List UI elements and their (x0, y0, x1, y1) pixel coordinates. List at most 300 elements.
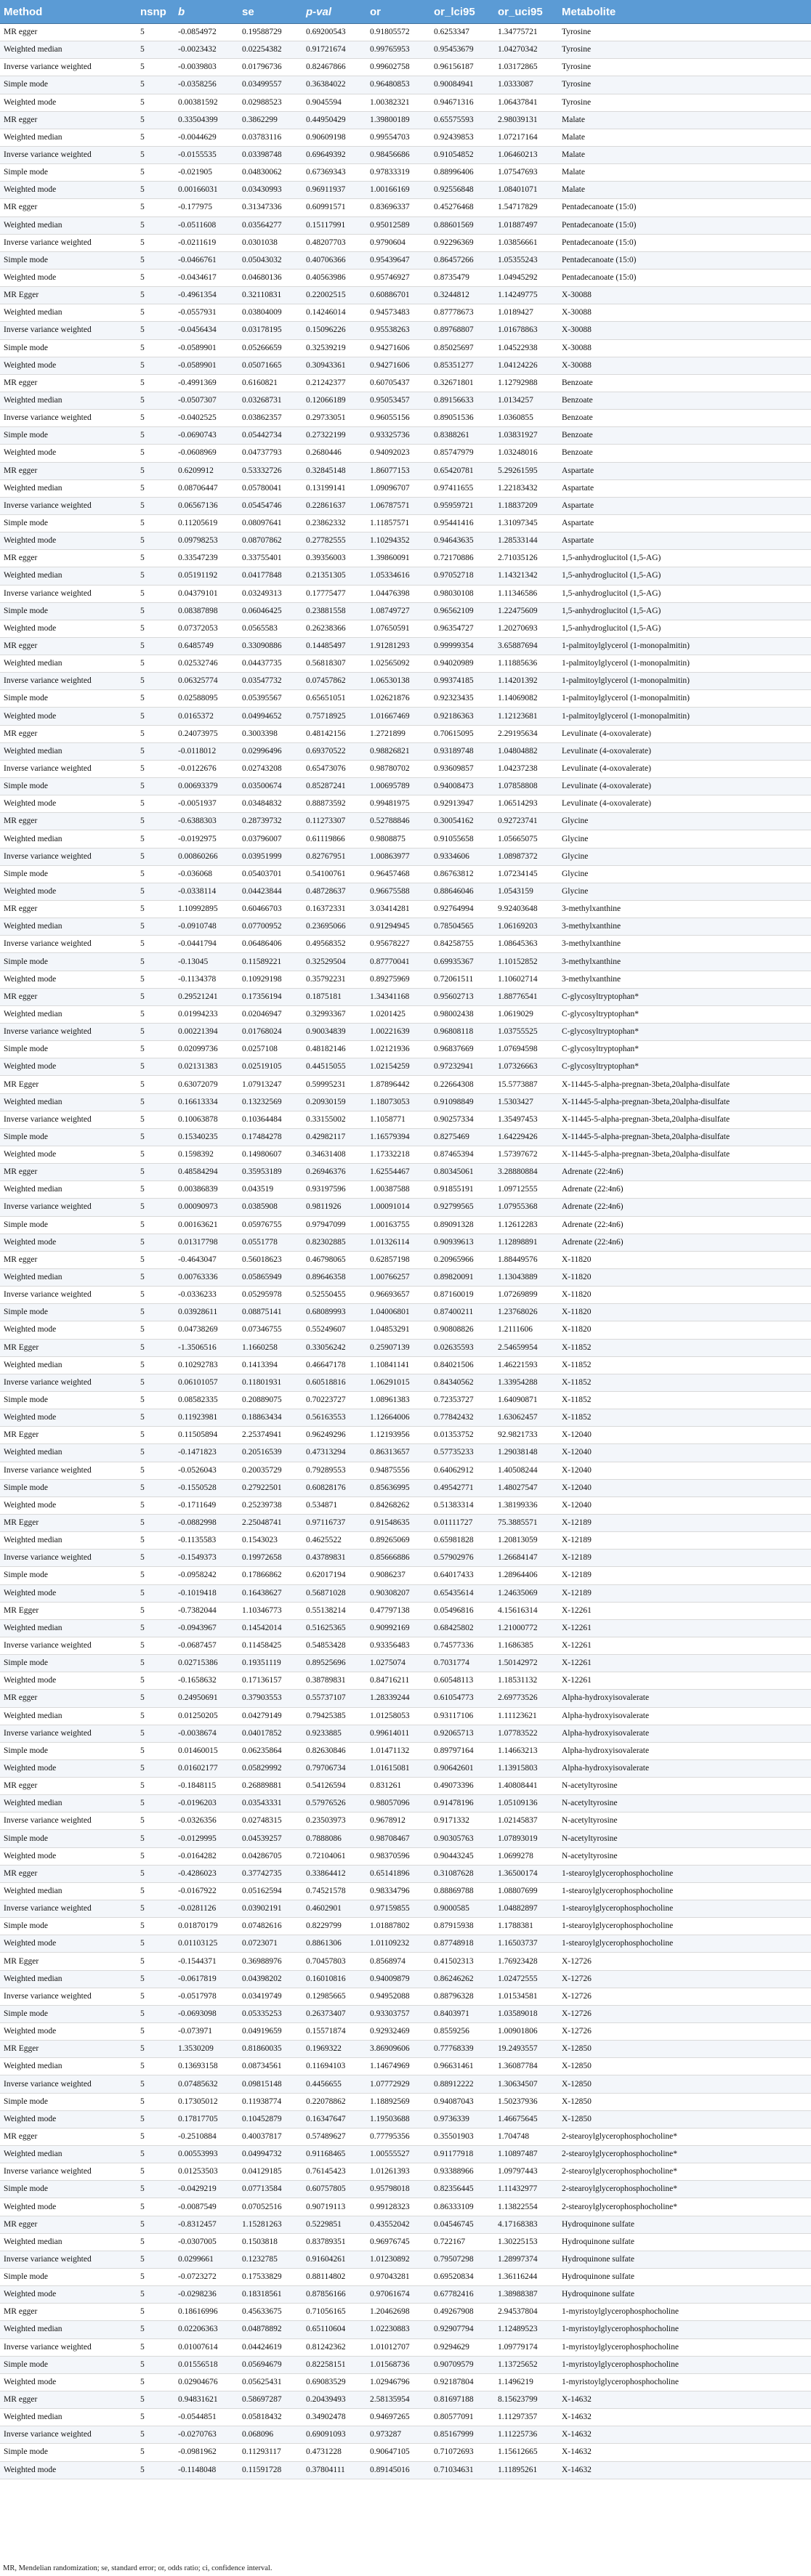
cell-or: 0.62857198 (366, 1251, 430, 1268)
cell-pval: 0.83789351 (302, 2233, 366, 2251)
cell-or-uci95: 1.07858808 (494, 778, 558, 795)
cell-pval: 0.91604261 (302, 2251, 366, 2268)
cell-or: 2.58135954 (366, 2391, 430, 2408)
cell-pval: 0.52550455 (302, 1287, 366, 1304)
cell-nsnp: 5 (137, 1111, 174, 1128)
cell-nsnp: 5 (137, 129, 174, 146)
cell-nsnp: 5 (137, 182, 174, 199)
cell-se: 1.07913247 (238, 1076, 302, 1093)
cell-b: 0.00166031 (174, 182, 238, 199)
cell-pval: 0.79706734 (302, 1759, 366, 1777)
cell-b: -0.0402525 (174, 410, 238, 427)
table-row (0, 1321, 811, 1339)
cell-pval: 0.71056165 (302, 2304, 366, 2321)
cell-or-uci95: 1.13725652 (494, 2356, 558, 2373)
cell-nsnp: 5 (137, 2233, 174, 2251)
cell-metabolite: 1,5-anhydroglucitol (1,5-AG) (558, 550, 811, 567)
table-row (0, 1619, 811, 1637)
cell-or-lci95: 0.35501903 (430, 2128, 494, 2145)
table-row (0, 322, 811, 339)
cell-metabolite: Benzoate (558, 392, 811, 409)
cell-pval: 0.16372331 (302, 901, 366, 918)
table-row (0, 2005, 811, 2022)
cell-metabolite: Pentadecanoate (15:0) (558, 199, 811, 216)
cell-metabolite: 1-myristoylglycerophosphocholine (558, 2356, 811, 2373)
table-row (0, 1374, 811, 1391)
cell-pval: 0.23881558 (302, 602, 366, 620)
cell-se: 0.07052516 (238, 2198, 302, 2216)
cell-se: 0.04830062 (238, 164, 302, 182)
cell-metabolite: 1-stearoylglycerophosphocholine (558, 1918, 811, 1935)
cell-nsnp: 5 (137, 1041, 174, 1058)
table-row (0, 1584, 811, 1602)
cell-method: Simple mode (0, 2356, 137, 2373)
cell-metabolite: X-12726 (558, 1953, 811, 1970)
cell-or-uci95: 1.12123681 (494, 708, 558, 725)
cell-pval: 0.15096226 (302, 322, 366, 339)
cell-or-lci95: 0.91054852 (430, 146, 494, 163)
cell-method: Inverse variance weighted (0, 2075, 137, 2093)
cell-metabolite: Alpha-hydroxyisovalerate (558, 1690, 811, 1707)
cell-or-lci95: 0.84340562 (430, 1374, 494, 1391)
table-row (0, 1759, 811, 1777)
cell-se: 0.03862357 (238, 410, 302, 427)
cell-or: 1.01109232 (366, 1935, 430, 1953)
cell-or: 1.02565092 (366, 655, 430, 673)
cell-or: 0.98456686 (366, 146, 430, 163)
cell-or-uci95: 1.11895261 (494, 2461, 558, 2479)
cell-or: 0.9790604 (366, 234, 430, 251)
cell-b: 0.00221394 (174, 1024, 238, 1041)
cell-nsnp: 5 (137, 1935, 174, 1953)
cell-pval: 0.61119866 (302, 830, 366, 848)
cell-or: 0.98370596 (366, 1847, 430, 1865)
cell-metabolite: C-glycosyltryptophan* (558, 1041, 811, 1058)
cell-pval: 0.40706366 (302, 251, 366, 269)
cell-nsnp: 5 (137, 164, 174, 182)
cell-or-lci95: 0.96631461 (430, 2058, 494, 2075)
cell-method: MR egger (0, 725, 137, 742)
cell-pval: 0.8229799 (302, 1918, 366, 1935)
cell-b: -0.7382044 (174, 1602, 238, 1619)
cell-pval: 0.91168465 (302, 2146, 366, 2163)
cell-nsnp: 5 (137, 1076, 174, 1093)
cell-se: 0.17136157 (238, 1672, 302, 1690)
cell-or-lci95: 0.89797164 (430, 1742, 494, 1759)
cell-se: 0.28739732 (238, 813, 302, 830)
table-row (0, 2128, 811, 2145)
cell-b: -0.1471823 (174, 1444, 238, 1462)
cell-pval: 0.20439493 (302, 2391, 366, 2408)
cell-method: Weighted mode (0, 1234, 137, 1251)
cell-nsnp: 5 (137, 2216, 174, 2233)
cell-or-uci95: 1.57397672 (494, 1146, 558, 1164)
cell-method: Weighted mode (0, 269, 137, 286)
cell-metabolite: X-12261 (558, 1637, 811, 1654)
cell-metabolite: X-11820 (558, 1251, 811, 1268)
cell-method: Weighted mode (0, 1935, 137, 1953)
table-row (0, 988, 811, 1005)
cell-pval: 0.48142156 (302, 725, 366, 742)
cell-se: 0.01768024 (238, 1024, 302, 1041)
cell-se: 0.03268731 (238, 392, 302, 409)
cell-b: 0.0165372 (174, 708, 238, 725)
cell-or-uci95: 1.30225153 (494, 2233, 558, 2251)
cell-metabolite: 1,5-anhydroglucitol (1,5-AG) (558, 567, 811, 585)
cell-or-lci95: 0.94643635 (430, 532, 494, 550)
cell-or-lci95: 0.85747979 (430, 445, 494, 462)
cell-se: 0.3003398 (238, 725, 302, 742)
cell-nsnp: 5 (137, 1865, 174, 1882)
cell-or-lci95: 0.72353727 (430, 1391, 494, 1409)
cell-or-uci95: 1.50142972 (494, 1655, 558, 1672)
cell-b: 0.16613334 (174, 1093, 238, 1111)
cell-pval: 0.97947099 (302, 1216, 366, 1234)
cell-metabolite: X-11820 (558, 1287, 811, 1304)
cell-or: 0.84716211 (366, 1672, 430, 1690)
cell-nsnp: 5 (137, 1707, 174, 1725)
cell-metabolite: Benzoate (558, 427, 811, 445)
cell-or: 1.06291015 (366, 1374, 430, 1391)
cell-or: 1.02121936 (366, 1041, 430, 1058)
header-or-uci95: or_uci95 (494, 0, 558, 24)
cell-or-lci95: 0.49542771 (430, 1479, 494, 1496)
cell-or: 1.09096707 (366, 479, 430, 497)
cell-or-lci95: 0.95959721 (430, 497, 494, 514)
table-row (0, 462, 811, 479)
cell-or-uci95: 1.18837209 (494, 497, 558, 514)
cell-metabolite: N-acetyltyrosine (558, 1812, 811, 1830)
cell-metabolite: Malate (558, 129, 811, 146)
cell-b: 0.00763336 (174, 1268, 238, 1286)
cell-metabolite: Adrenate (22:4n6) (558, 1164, 811, 1181)
cell-method: MR Egger (0, 1602, 137, 1619)
cell-b: -0.0589901 (174, 357, 238, 374)
cell-b: -0.0854972 (174, 24, 238, 41)
cell-b: 0.09798253 (174, 532, 238, 550)
cell-metabolite: Levulinate (4-oxovalerate) (558, 725, 811, 742)
cell-method: Inverse variance weighted (0, 1462, 137, 1479)
cell-b: -0.0155535 (174, 146, 238, 163)
table-row (0, 146, 811, 163)
cell-nsnp: 5 (137, 1164, 174, 1181)
cell-metabolite: X-11852 (558, 1374, 811, 1391)
cell-pval: 0.48182146 (302, 1041, 366, 1058)
cell-or-lci95: 0.57902976 (430, 1550, 494, 1567)
cell-or-lci95: 0.20965966 (430, 1251, 494, 1268)
cell-or-uci95: 1.0333087 (494, 76, 558, 94)
cell-se: 0.17866862 (238, 1567, 302, 1584)
cell-pval: 0.79289553 (302, 1462, 366, 1479)
cell-or-lci95: 0.87400211 (430, 1304, 494, 1321)
cell-se: 0.35953189 (238, 1164, 302, 1181)
cell-metabolite: Tyrosine (558, 24, 811, 41)
cell-or-uci95: 75.3885571 (494, 1514, 558, 1531)
cell-or: 1.39800189 (366, 111, 430, 129)
cell-pval: 0.17775477 (302, 585, 366, 602)
cell-b: -0.073971 (174, 2023, 238, 2041)
cell-se: 0.03796007 (238, 830, 302, 848)
cell-method: Simple mode (0, 1830, 137, 1847)
cell-pval: 0.56871028 (302, 1584, 366, 1602)
cell-or: 0.8568974 (366, 1953, 430, 1970)
cell-b: -0.0608969 (174, 445, 238, 462)
cell-metabolite: Aspartate (558, 462, 811, 479)
cell-pval: 0.32993367 (302, 1005, 366, 1023)
cell-or-lci95: 0.88796328 (430, 1988, 494, 2005)
cell-or-lci95: 0.87778673 (430, 304, 494, 322)
cell-or-uci95: 1.24635069 (494, 1584, 558, 1602)
cell-or-uci95: 1.12898891 (494, 1234, 558, 1251)
header-metabolite: Metabolite (558, 0, 811, 24)
cell-metabolite: X-11820 (558, 1321, 811, 1339)
cell-b: -0.0051937 (174, 795, 238, 813)
cell-or: 0.95538263 (366, 322, 430, 339)
cell-pval: 0.13199141 (302, 479, 366, 497)
cell-or: 0.94573483 (366, 304, 430, 322)
cell-pval: 0.12985665 (302, 1988, 366, 2005)
cell-or-lci95: 0.82356445 (430, 2181, 494, 2198)
cell-metabolite: Aspartate (558, 479, 811, 497)
cell-pval: 0.54126594 (302, 1778, 366, 1795)
cell-metabolite: X-12726 (558, 2023, 811, 2041)
cell-or: 1.12193956 (366, 1427, 430, 1444)
cell-b: -0.0358256 (174, 76, 238, 94)
table-row (0, 2198, 811, 2216)
cell-or-uci95: 1.23768026 (494, 1304, 558, 1321)
cell-method: MR egger (0, 199, 137, 216)
cell-metabolite: 2-stearoylglycerophosphocholine* (558, 2146, 811, 2163)
cell-or-uci95: 1.30634507 (494, 2075, 558, 2093)
table-row (0, 1847, 811, 1865)
cell-se: 0.02988523 (238, 94, 302, 111)
cell-or-lci95: 0.87915938 (430, 1918, 494, 1935)
cell-or-lci95: 0.95441416 (430, 514, 494, 532)
cell-or-uci95: 1.14663213 (494, 1742, 558, 1759)
cell-or-lci95: 0.04546745 (430, 2216, 494, 2233)
table-row (0, 1234, 811, 1251)
cell-or: 0.97833319 (366, 164, 430, 182)
cell-pval: 0.43789831 (302, 1550, 366, 1567)
table-row (0, 1479, 811, 1496)
cell-b: -0.1135583 (174, 1532, 238, 1550)
cell-or: 0.86313657 (366, 1444, 430, 1462)
cell-se: 0.03430993 (238, 182, 302, 199)
cell-b: 0.00163621 (174, 1216, 238, 1234)
cell-or-lci95: 0.90305763 (430, 1830, 494, 1847)
table-row (0, 357, 811, 374)
cell-or: 1.14674969 (366, 2058, 430, 2075)
cell-b: -0.0211619 (174, 234, 238, 251)
cell-nsnp: 5 (137, 2321, 174, 2338)
cell-or: 0.89265069 (366, 1532, 430, 1550)
table-header-row (0, 0, 811, 24)
cell-metabolite: X-12189 (558, 1567, 811, 1584)
cell-nsnp: 5 (137, 251, 174, 269)
cell-pval: 0.40563986 (302, 269, 366, 286)
cell-pval: 0.30943361 (302, 357, 366, 374)
cell-or-uci95: 1.04270342 (494, 41, 558, 59)
table-row (0, 953, 811, 971)
cell-or-lci95: 0.65435614 (430, 1584, 494, 1602)
cell-nsnp: 5 (137, 637, 174, 655)
cell-or: 0.94009879 (366, 1970, 430, 1988)
cell-nsnp: 5 (137, 2146, 174, 2163)
cell-or-lci95: 0.87748918 (430, 1935, 494, 1953)
cell-method: Weighted mode (0, 795, 137, 813)
cell-nsnp: 5 (137, 2251, 174, 2268)
cell-or-uci95: 1.54717829 (494, 199, 558, 216)
cell-metabolite: X-12189 (558, 1532, 811, 1550)
cell-or-lci95: 0.89091328 (430, 1216, 494, 1234)
cell-or: 1.00766257 (366, 1268, 430, 1286)
cell-metabolite: Glycine (558, 883, 811, 900)
table-row (0, 2110, 811, 2128)
cell-metabolite: Levulinate (4-oxovalerate) (558, 778, 811, 795)
cell-or-uci95: 1.63062457 (494, 1409, 558, 1427)
table-row (0, 2023, 811, 2041)
cell-metabolite: 1-palmitoylglycerol (1-monopalmitin) (558, 708, 811, 725)
table-row (0, 1251, 811, 1268)
cell-or-uci95: 1.10602714 (494, 971, 558, 988)
cell-b: -0.1019418 (174, 1584, 238, 1602)
cell-pval: 0.47313294 (302, 1444, 366, 1462)
cell-or-uci95: 1.04804882 (494, 742, 558, 760)
cell-method: Weighted mode (0, 182, 137, 199)
cell-or-uci95: 1.04945292 (494, 269, 558, 286)
cell-nsnp: 5 (137, 322, 174, 339)
cell-se: 0.07346755 (238, 1321, 302, 1339)
cell-se: 0.0723071 (238, 1935, 302, 1953)
cell-method: MR Egger (0, 1339, 137, 1356)
cell-or-lci95: 0.88601569 (430, 216, 494, 234)
cell-se: 0.04424619 (238, 2338, 302, 2356)
table-row (0, 2251, 811, 2268)
cell-nsnp: 5 (137, 2356, 174, 2373)
table-row (0, 59, 811, 76)
cell-or: 1.06787571 (366, 497, 430, 514)
cell-metabolite: Malate (558, 164, 811, 182)
cell-or-lci95: 0.94020989 (430, 655, 494, 673)
table-row (0, 1918, 811, 1935)
cell-or-lci95: 0.86763812 (430, 865, 494, 883)
cell-or: 0.9678912 (366, 1812, 430, 1830)
cell-se: 0.03951999 (238, 848, 302, 865)
cell-metabolite: X-12189 (558, 1550, 811, 1567)
cell-nsnp: 5 (137, 1479, 174, 1496)
cell-or-lci95: 0.81697188 (430, 2391, 494, 2408)
cell-nsnp: 5 (137, 269, 174, 286)
cell-b: -0.2510884 (174, 2128, 238, 2145)
table-row (0, 971, 811, 988)
cell-se: 0.17356194 (238, 988, 302, 1005)
cell-metabolite: X-12261 (558, 1655, 811, 1672)
cell-method: Simple mode (0, 76, 137, 94)
cell-nsnp: 5 (137, 2041, 174, 2058)
cell-or-lci95: 0.30054162 (430, 813, 494, 830)
cell-se: 0.03500674 (238, 778, 302, 795)
cell-se: 0.05625431 (238, 2373, 302, 2391)
cell-metabolite: 1-palmitoylglycerol (1-monopalmitin) (558, 673, 811, 690)
cell-se: 0.17484278 (238, 1128, 302, 1146)
cell-se: 0.05780041 (238, 479, 302, 497)
cell-or-uci95: 1.14069082 (494, 690, 558, 708)
cell-method: Weighted median (0, 830, 137, 848)
cell-b: -0.0167922 (174, 1882, 238, 1900)
cell-method: Weighted mode (0, 1496, 137, 1514)
cell-b: 0.07372053 (174, 620, 238, 637)
cell-method: Weighted mode (0, 2023, 137, 2041)
header-pval: p-val (302, 0, 366, 24)
cell-or-uci95: 1.48027547 (494, 1479, 558, 1496)
cell-b: 0.00381592 (174, 94, 238, 111)
cell-or-lci95: 0.92187804 (430, 2373, 494, 2391)
cell-metabolite: X-12850 (558, 2075, 811, 2093)
cell-or-lci95: 0.3244812 (430, 287, 494, 304)
cell-nsnp: 5 (137, 216, 174, 234)
cell-se: 0.06486406 (238, 936, 302, 953)
cell-nsnp: 5 (137, 2286, 174, 2304)
cell-b: -0.0981962 (174, 2444, 238, 2461)
table-row (0, 1742, 811, 1759)
table-row (0, 304, 811, 322)
cell-pval: 0.65651051 (302, 690, 366, 708)
table-row (0, 1339, 811, 1356)
cell-or-uci95: 1.36116244 (494, 2269, 558, 2286)
cell-se: 0.09815148 (238, 2075, 302, 2093)
cell-nsnp: 5 (137, 1742, 174, 1759)
cell-or-lci95: 0.32671801 (430, 374, 494, 392)
cell-metabolite: C-glycosyltryptophan* (558, 1058, 811, 1076)
table-row (0, 1970, 811, 1988)
cell-or: 1.86077153 (366, 462, 430, 479)
cell-se: 1.10346773 (238, 1602, 302, 1619)
cell-nsnp: 5 (137, 357, 174, 374)
cell-or: 0.93356483 (366, 1637, 430, 1654)
cell-or-lci95: 0.8388261 (430, 427, 494, 445)
table-row (0, 2233, 811, 2251)
cell-or-uci95: 1.36500174 (494, 1865, 558, 1882)
cell-method: Weighted mode (0, 1058, 137, 1076)
cell-method: Simple mode (0, 1918, 137, 1935)
cell-or-lci95: 0.89820091 (430, 1268, 494, 1286)
cell-or-lci95: 0.86457266 (430, 251, 494, 269)
cell-metabolite: X-12850 (558, 2058, 811, 2075)
cell-metabolite: X-11852 (558, 1391, 811, 1409)
cell-nsnp: 5 (137, 1567, 174, 1584)
cell-se: 0.05454746 (238, 497, 302, 514)
cell-nsnp: 5 (137, 1795, 174, 1812)
cell-se: 0.05829992 (238, 1759, 302, 1777)
cell-method: Simple mode (0, 251, 137, 269)
cell-pval: 0.26238366 (302, 620, 366, 637)
cell-pval: 0.29733051 (302, 410, 366, 427)
cell-method: MR egger (0, 988, 137, 1005)
cell-se: 0.20889075 (238, 1391, 302, 1409)
cell-or: 1.02946796 (366, 2373, 430, 2391)
cell-pval: 0.49568352 (302, 936, 366, 953)
cell-or-uci95: 1.20813059 (494, 1532, 558, 1550)
cell-se: 0.11591728 (238, 2461, 302, 2479)
cell-or: 0.9086237 (366, 1567, 430, 1584)
table-row (0, 1304, 811, 1321)
cell-se: 0.043519 (238, 1181, 302, 1199)
table-row (0, 901, 811, 918)
cell-nsnp: 5 (137, 918, 174, 936)
cell-method: Weighted mode (0, 2110, 137, 2128)
cell-or-uci95: 1.13822554 (494, 2198, 558, 2216)
cell-nsnp: 5 (137, 1391, 174, 1409)
